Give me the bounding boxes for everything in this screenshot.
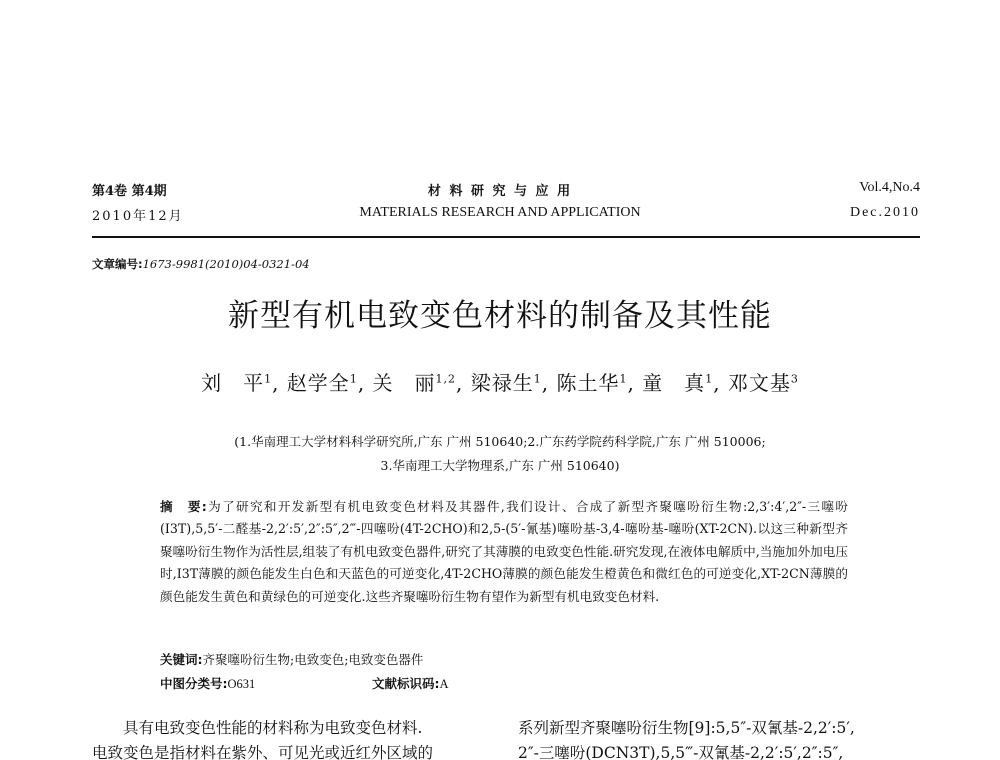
volume-en: Vol.4,No.4 xyxy=(859,180,920,195)
abstract-text: 为了研究和开发新型有机电致变色材料及其器件,我们设计、合成了新型齐聚噻吩衍生物:2,3′:4′,2″-三噻吩(I3T),5,5′-二醛基-2,2′:5′,2″:5″,2‴-四噻吩(4T-2CHO)和2,5-(5′-氰基)噻吩基-3,4-噻吩基-噻吩(XT-2CN).以这三种新型齐聚噻吩衍生物作为活性层,组装了有机电致变色器件,研究了其薄膜的电致变色性能.研究发现,在液体电解质中,当施加外加电压时,I3T薄膜的颜色能发生白色和天蓝色的可逆变化,4T-2CHO薄膜的颜色能发生橙黄色和微红色的可逆变化,XT-2CN薄膜的颜色能发生黄色和黄绿色的可逆变化.这些齐聚噻吩衍生物有望作为新型有机电致变色材料. xyxy=(160,499,848,604)
author: 刘 平$^1$ xyxy=(201,371,273,395)
classification-label: 中图分类号: xyxy=(160,676,228,691)
body-line: 2″-三噻吩(DCN3T),5,5‴-双氰基-2,2′:5′,2″:5″, xyxy=(518,744,844,760)
paper-title: 新型有机电致变色材料的制备及其性能 xyxy=(228,298,772,334)
classification-value: O631 xyxy=(227,677,256,691)
abstract xyxy=(160,496,848,608)
document-code xyxy=(372,674,449,692)
affiliation-line-2: 3.华南理工大学物理系,广东 广州 510640) xyxy=(380,458,620,473)
article-number-label: 文章编号: xyxy=(92,257,143,271)
author: 梁禄生$^1$ xyxy=(470,371,542,395)
keywords-value: 齐聚噻吩衍生物;电致变色;电致变色器件 xyxy=(202,652,424,667)
document-code-label: 文献标识码: xyxy=(372,676,440,691)
article-number-value: 1673-9981(2010)04-0321-04 xyxy=(142,257,310,271)
journal-name-en: MATERIALS RESEARCH AND APPLICATION xyxy=(359,205,641,220)
author: 关 丽$^{1,2}$ xyxy=(372,371,457,395)
body-left-column xyxy=(92,716,492,760)
body-line: 电致变色是指材料在紫外、可见光或近红外区域的 xyxy=(92,744,434,760)
header-rule xyxy=(92,236,920,238)
journal-name-cn: 材 料 研 究 与 应 用 xyxy=(427,184,573,199)
author: 赵学全$^1$ xyxy=(286,371,358,395)
abstract-label: 摘 要: xyxy=(160,499,207,514)
keywords-label: 关键词: xyxy=(160,652,203,667)
keywords xyxy=(160,650,423,668)
author: 童 真$^1$ xyxy=(642,371,714,395)
document-code-value: A xyxy=(439,677,449,691)
volume-issue: 第4卷 第4期 xyxy=(92,184,167,199)
classification-number xyxy=(160,674,255,692)
publication-date-cn: 2010年12月 xyxy=(92,209,184,224)
author: 邓文基$^3$ xyxy=(727,371,799,395)
affiliation-line-1: (1.华南理工大学材料科学研究所,广东 广州 510640;2.广东药学院药科学院,广东 广州 510006; xyxy=(234,434,766,449)
body-line: 系列新型齐聚噻吩衍生物[9]:5,5″-双氰基-2,2′:5′, xyxy=(518,719,855,737)
body-line: 具有电致变色性能的材料称为电致变色材料. xyxy=(92,719,423,737)
body-right-column xyxy=(518,716,918,760)
author-list: 刘 平$^1$, 赵学全$^1$, 关 丽$^{1,2}$, 梁禄生$^1$, 陈土华$^1$, 童 真$^1$, 邓文基$^3$ xyxy=(201,371,799,395)
publication-date-en: Dec.2010 xyxy=(849,205,920,220)
article-number xyxy=(92,256,310,272)
author: 陈土华$^1$ xyxy=(556,371,628,395)
